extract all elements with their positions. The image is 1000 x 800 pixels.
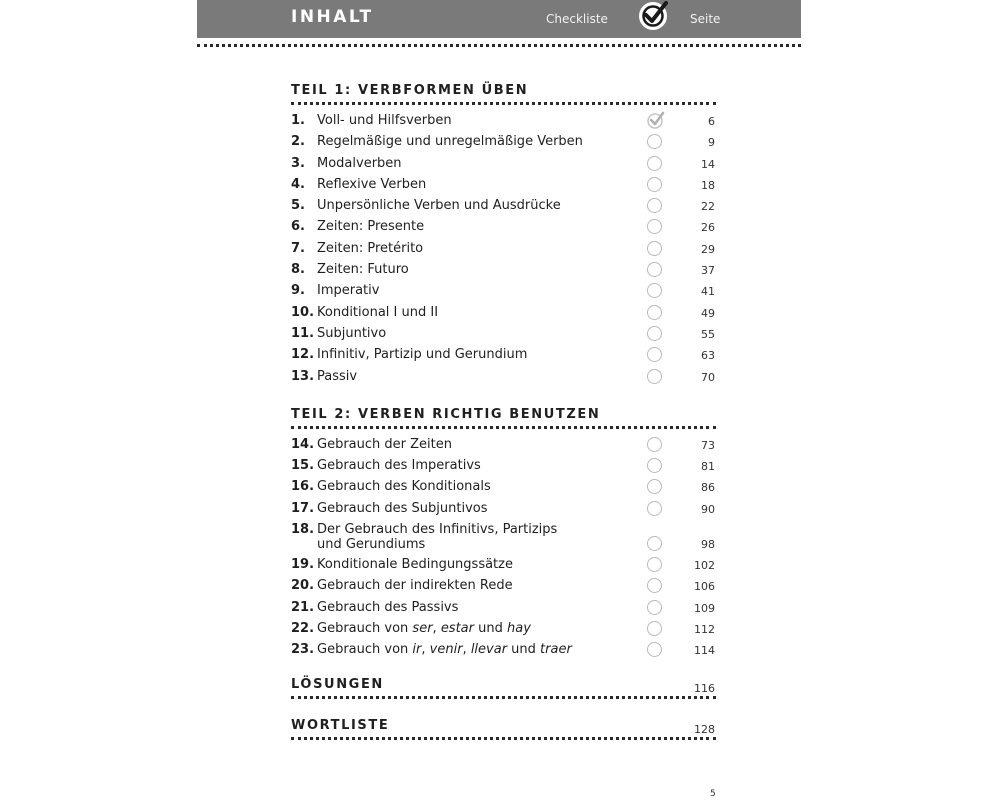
item-label: Gebrauch des Imperativs — [317, 458, 481, 474]
label-part: Gebrauch von — [317, 642, 413, 658]
checkmark-icon — [637, 0, 669, 32]
item-label: Modalverben — [317, 155, 402, 171]
checkbox-circle-icon[interactable] — [647, 326, 662, 341]
solutions-entry[interactable] — [291, 675, 716, 695]
item-label — [317, 621, 617, 636]
toc-item[interactable] — [291, 153, 716, 174]
item-number: 22. — [291, 620, 315, 636]
checkbox-circle-icon[interactable] — [647, 557, 662, 572]
item-page: 55 — [701, 327, 715, 341]
toc-item[interactable] — [291, 366, 716, 387]
item-number: 7. — [291, 240, 305, 256]
toc-item[interactable] — [291, 639, 716, 660]
item-label: Konditional I und II — [317, 304, 439, 320]
item-number: 2. — [291, 134, 305, 150]
item-number: 11. — [291, 325, 315, 341]
item-page: 116 — [694, 681, 715, 695]
toc-item[interactable] — [291, 216, 716, 237]
label-part-italic: llevar — [470, 642, 508, 658]
item-number: 8. — [291, 262, 305, 278]
item-page: 18 — [701, 178, 715, 192]
item-number: 12. — [291, 347, 315, 363]
section-gap — [291, 661, 716, 675]
section-gap — [291, 704, 716, 716]
checkbox-circle-icon[interactable] — [647, 219, 662, 234]
item-number: 10. — [291, 304, 315, 320]
item-page: 63 — [701, 349, 715, 363]
section-divider — [291, 737, 716, 740]
item-number: 3. — [291, 155, 305, 171]
label-part-italic: ir — [412, 642, 422, 658]
item-label: Konditionale Bedingungssätze — [317, 557, 513, 573]
section-divider — [291, 102, 716, 105]
toc-item[interactable] — [291, 575, 716, 596]
item-number: 4. — [291, 176, 305, 192]
wordlist-entry[interactable] — [291, 716, 716, 736]
item-page: 26 — [701, 221, 715, 235]
item-page: 41 — [701, 285, 715, 299]
toc-item[interactable] — [291, 323, 716, 344]
header-divider — [197, 44, 801, 47]
toc-item[interactable] — [291, 195, 716, 216]
item-number: 19. — [291, 557, 315, 573]
checklist-column-label: Checkliste — [546, 12, 608, 26]
item-number: 13. — [291, 368, 315, 384]
item-label: Voll- und Hilfsverben — [317, 113, 452, 128]
item-number: 5. — [291, 198, 305, 214]
checkbox-circle-icon[interactable] — [647, 262, 662, 277]
checkbox-circle-icon[interactable] — [647, 241, 662, 256]
item-label-line1: Der Gebrauch des Infinitivs, Partizips — [317, 522, 558, 538]
checkbox-circle-icon[interactable] — [647, 369, 662, 384]
section-divider — [291, 426, 716, 429]
toc-item[interactable] — [291, 174, 716, 195]
item-number: 1. — [291, 113, 305, 128]
item-page: 29 — [701, 242, 715, 256]
toc-item[interactable] — [291, 455, 716, 476]
item-number: 16. — [291, 479, 315, 495]
item-number: 14. — [291, 436, 315, 452]
item-number: 17. — [291, 500, 315, 516]
checkbox-circle-icon[interactable] — [647, 437, 662, 452]
label-part: , — [421, 642, 430, 658]
label-part: , — [462, 642, 471, 658]
item-label: Regelmäßige und unregelmäßige Verben — [317, 134, 583, 150]
item-page: 106 — [694, 580, 715, 594]
toc-item[interactable] — [291, 259, 716, 280]
label-part-italic: traer — [540, 642, 572, 658]
checkbox-circle-icon[interactable] — [647, 198, 662, 213]
checkbox-circle-icon[interactable] — [647, 347, 662, 362]
item-label — [317, 522, 617, 552]
page-column-label: Seite — [690, 12, 721, 26]
toc-item[interactable] — [291, 434, 716, 455]
item-page: 81 — [701, 460, 715, 474]
checkbox-circle-icon[interactable] — [647, 156, 662, 171]
item-page: 49 — [701, 306, 715, 320]
item-label: Passiv — [317, 368, 358, 384]
toc-item[interactable] — [291, 498, 716, 519]
item-label: Zeiten: Presente — [317, 219, 425, 235]
item-page: 9 — [708, 136, 715, 150]
toc-item[interactable] — [291, 476, 716, 497]
item-page: 109 — [694, 601, 715, 615]
item-page: 112 — [694, 622, 715, 636]
checkbox-circle-icon[interactable] — [647, 621, 662, 636]
checkbox-circle-icon[interactable] — [647, 305, 662, 320]
toc-item[interactable] — [291, 618, 716, 639]
item-label-line2: und Gerundiums — [317, 537, 426, 553]
toc-item[interactable] — [291, 131, 716, 152]
item-label: Reflexive Verben — [317, 176, 427, 192]
section-title-part1: TEIL 1: VERBFORMEN ÜBEN — [291, 83, 529, 98]
toc-item[interactable] — [291, 302, 716, 323]
item-label: Gebrauch des Subjuntivos — [317, 500, 488, 516]
item-label: Zeiten: Pretérito — [317, 240, 424, 256]
item-label: Infinitiv, Partizip und Gerundium — [317, 347, 528, 363]
item-page: 73 — [701, 438, 715, 452]
item-page: 6 — [708, 115, 715, 128]
section-title-part2: TEIL 2: VERBEN RICHTIG BENUTZEN — [291, 406, 601, 422]
checkbox-circle-icon[interactable] — [647, 501, 662, 516]
item-label: Gebrauch des Konditionals — [317, 479, 491, 495]
toc-item[interactable] — [291, 597, 716, 618]
header-bar — [197, 0, 801, 38]
item-page: 37 — [701, 264, 715, 278]
item-page: 114 — [694, 644, 715, 658]
item-page: 14 — [701, 157, 715, 171]
section-title-wordlist: WORTLISTE — [291, 717, 390, 733]
item-label: Gebrauch der Zeiten — [317, 436, 452, 452]
page-number: 5 — [710, 789, 716, 799]
item-page: 128 — [694, 722, 715, 736]
toc-item[interactable] — [291, 280, 716, 301]
item-label: Gebrauch des Passivs — [317, 599, 459, 615]
item-label: Zeiten: Futuro — [317, 262, 409, 278]
checkbox-circle-icon[interactable] — [647, 283, 662, 298]
section-title-solutions: LÖSUNGEN — [291, 676, 384, 692]
label-part: und — [474, 620, 507, 636]
toc-item[interactable] — [291, 238, 716, 259]
page-title: INHALT — [291, 7, 374, 27]
toc-item[interactable] — [291, 519, 716, 554]
checkbox-circle-icon[interactable] — [647, 177, 662, 192]
label-part-italic: estar — [440, 620, 474, 636]
item-label: Subjuntivo — [317, 325, 387, 341]
section-gap — [291, 387, 716, 405]
toc-item[interactable] — [291, 554, 716, 575]
item-page: 86 — [701, 481, 715, 495]
toc-item[interactable] — [291, 110, 716, 131]
section-divider — [291, 696, 716, 699]
checkbox-circle-icon[interactable] — [647, 600, 662, 615]
label-part-italic: venir — [429, 642, 463, 658]
checkbox-circle-icon[interactable] — [647, 642, 662, 657]
item-number: 21. — [291, 599, 315, 615]
item-label: Gebrauch der indirekten Rede — [317, 578, 513, 594]
item-page: 98 — [701, 538, 715, 552]
label-part-italic: hay — [507, 620, 531, 636]
item-number: 6. — [291, 219, 305, 235]
item-label — [317, 642, 617, 657]
item-page: 102 — [694, 559, 715, 573]
table-of-contents — [291, 81, 716, 745]
item-label: Imperativ — [317, 283, 380, 299]
item-label: Unpersönliche Verben und Ausdrücke — [317, 198, 561, 214]
label-part-italic: ser — [412, 620, 433, 636]
item-number: 9. — [291, 283, 305, 299]
item-number: 15. — [291, 458, 315, 474]
item-number: 23. — [291, 642, 315, 658]
checkbox-circle-icon[interactable] — [647, 536, 662, 551]
checkbox-circle-icon[interactable] — [647, 578, 662, 593]
item-page: 70 — [701, 370, 715, 384]
item-number: 18. — [291, 522, 315, 538]
checkbox-circle-icon[interactable] — [647, 479, 662, 494]
item-page: 90 — [701, 502, 715, 516]
label-part: , — [432, 620, 441, 636]
checkbox-circle-icon[interactable] — [647, 134, 662, 149]
checkbox-circle-icon[interactable] — [647, 458, 662, 473]
toc-item[interactable] — [291, 344, 716, 365]
label-part: Gebrauch von — [317, 620, 413, 636]
label-part: und — [507, 642, 541, 658]
item-page: 22 — [701, 200, 715, 214]
checked-circle-icon[interactable] — [646, 110, 666, 130]
item-number: 20. — [291, 578, 315, 594]
